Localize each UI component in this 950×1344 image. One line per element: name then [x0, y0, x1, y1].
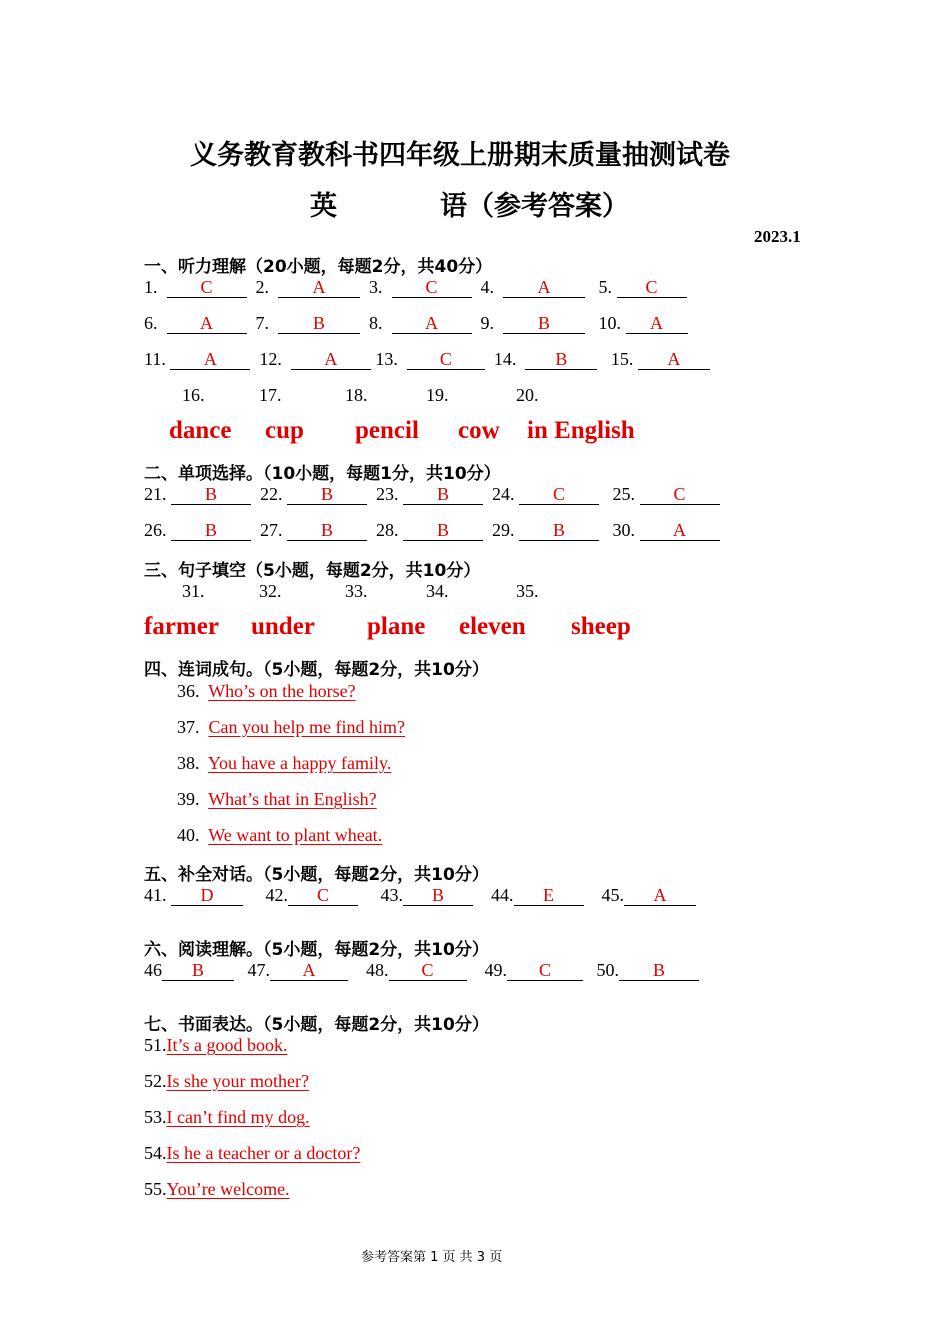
answer-blank: B	[403, 886, 473, 906]
answer-blank: C	[389, 961, 467, 981]
writing-item: 53.I can’t find my dog.	[144, 1107, 310, 1127]
answer-blank: A	[291, 350, 371, 370]
writing-answer: Is he a teacher or a doctor?	[166, 1143, 361, 1163]
answer-word: pencil	[355, 417, 419, 444]
writing-answer: I can’t find my dog.	[166, 1107, 310, 1127]
answer-word: farmer	[144, 613, 219, 640]
question-number: 17.	[259, 385, 282, 405]
section-sentence-heading: 四、连词成句。（5小题，每题2分，共10分）	[144, 660, 489, 680]
answer-blank: A	[392, 314, 472, 334]
section-writing-heading: 七、书面表达。（5小题，每题2分，共10分）	[144, 1015, 489, 1035]
answer-blank: B	[525, 350, 597, 370]
answer-blank: C	[640, 485, 720, 505]
answer-blank: E	[514, 886, 584, 906]
exam-date: 2023.1	[754, 227, 801, 246]
answer-word: in English	[527, 417, 635, 444]
answer-row: 21. B 22. B 23. B 24. C 25. C	[144, 484, 720, 505]
answer-blank: B	[503, 314, 585, 334]
writing-answer: It’s a good book.	[166, 1035, 288, 1055]
answer-blank: C	[407, 350, 485, 370]
answer-row: 11. A 12. A 13. C 14. B 15. A	[144, 349, 710, 370]
answer-blank: C	[519, 485, 599, 505]
answer-blank: A	[270, 961, 348, 981]
section-listening-heading: 一、听力理解（20小题，每题2分，共40分）	[144, 257, 493, 277]
section-dialogue-heading: 五、补全对话。（5小题，每题2分，共10分）	[144, 865, 489, 885]
answer-row: 6. A 7. B 8. A 9. B 10. A	[144, 313, 688, 334]
writing-answer: Is she your mother?	[166, 1071, 309, 1091]
answer-blank: C	[167, 278, 247, 298]
answer-word: plane	[367, 613, 426, 640]
subtitle: 语（参考答案）	[440, 191, 629, 222]
answer-word: dance	[169, 417, 232, 444]
answer-blank: C	[288, 886, 358, 906]
answer-blank: A	[638, 350, 710, 370]
answer-blank: B	[403, 485, 483, 505]
subject-label: 英	[310, 191, 337, 222]
sentence-answer: Who’s on the horse?	[208, 681, 356, 701]
answer-blank: B	[519, 521, 599, 541]
writing-item: 51.It’s a good book.	[144, 1035, 288, 1055]
question-number: 19.	[426, 385, 449, 405]
answer-blank: B	[403, 521, 483, 541]
question-number: 18.	[345, 385, 368, 405]
writing-item: 54.Is he a teacher or a doctor?	[144, 1143, 361, 1163]
page-footer: 参考答案第 1 页 共 3 页	[361, 1250, 503, 1265]
answer-word: cow	[458, 417, 500, 444]
answer-blank: A	[167, 314, 247, 334]
question-number: 31.	[182, 581, 205, 601]
sentence-item: 37. Can you help me find him?	[177, 717, 405, 737]
answer-blank: A	[278, 278, 360, 298]
answer-word: eleven	[459, 613, 526, 640]
answer-blank: A	[503, 278, 585, 298]
answer-blank: A	[626, 314, 688, 334]
writing-item: 52.Is she your mother?	[144, 1071, 309, 1091]
writing-answer: You’re welcome.	[166, 1179, 290, 1199]
answer-row: 26. B 27. B 28. B 29. B 30. A	[144, 520, 720, 541]
answer-blank: B	[171, 521, 251, 541]
question-number: 32.	[259, 581, 282, 601]
question-number: 20.	[516, 385, 539, 405]
answer-word: sheep	[571, 613, 631, 640]
answer-blank: A	[170, 350, 250, 370]
answer-blank: C	[507, 961, 583, 981]
answer-blank: B	[162, 961, 234, 981]
answer-word: under	[251, 613, 315, 640]
section-choice-heading: 二、单项选择。（10小题，每题1分，共10分）	[144, 464, 501, 484]
answer-blank: B	[278, 314, 360, 334]
sentence-item: 38. You have a happy family.	[177, 753, 392, 773]
writing-item: 55.You’re welcome.	[144, 1179, 290, 1199]
question-number: 34.	[426, 581, 449, 601]
answer-row: 46 B 47. A 48. C 49. C 50. B	[144, 960, 699, 981]
question-number: 33.	[345, 581, 368, 601]
answer-blank: C	[617, 278, 687, 298]
answer-blank: A	[640, 521, 720, 541]
question-number: 16.	[182, 385, 205, 405]
answer-blank: A	[624, 886, 696, 906]
answer-blank: B	[171, 485, 251, 505]
answer-blank: B	[287, 485, 367, 505]
sentence-answer: What’s that in English?	[208, 789, 377, 809]
answer-word: cup	[265, 417, 304, 444]
sentence-answer: Can you help me find him?	[208, 717, 405, 737]
answer-blank: D	[171, 886, 243, 906]
answer-blank: B	[619, 961, 699, 981]
question-number: 35.	[516, 581, 539, 601]
section-reading-heading: 六、阅读理解。（5小题，每题2分，共10分）	[144, 940, 489, 960]
answer-blank: B	[287, 521, 367, 541]
page-title: 义务教育教科书四年级上册期末质量抽测试卷	[190, 140, 730, 171]
sentence-answer: You have a happy family.	[207, 753, 392, 773]
answer-blank: C	[392, 278, 472, 298]
section-fill-heading: 三、句子填空（5小题，每题2分，共10分）	[144, 561, 481, 581]
sentence-answer: We want to plant wheat.	[208, 825, 383, 845]
sentence-item: 40. We want to plant wheat.	[177, 825, 383, 845]
answer-row: 1. C 2. A 3. C 4. A 5. C	[144, 277, 687, 298]
answer-row: 41. D 42. C 43. B 44. E 45. A	[144, 885, 696, 906]
sentence-item: 39. What’s that in English?	[177, 789, 377, 809]
sentence-item: 36. Who’s on the horse?	[177, 681, 356, 701]
